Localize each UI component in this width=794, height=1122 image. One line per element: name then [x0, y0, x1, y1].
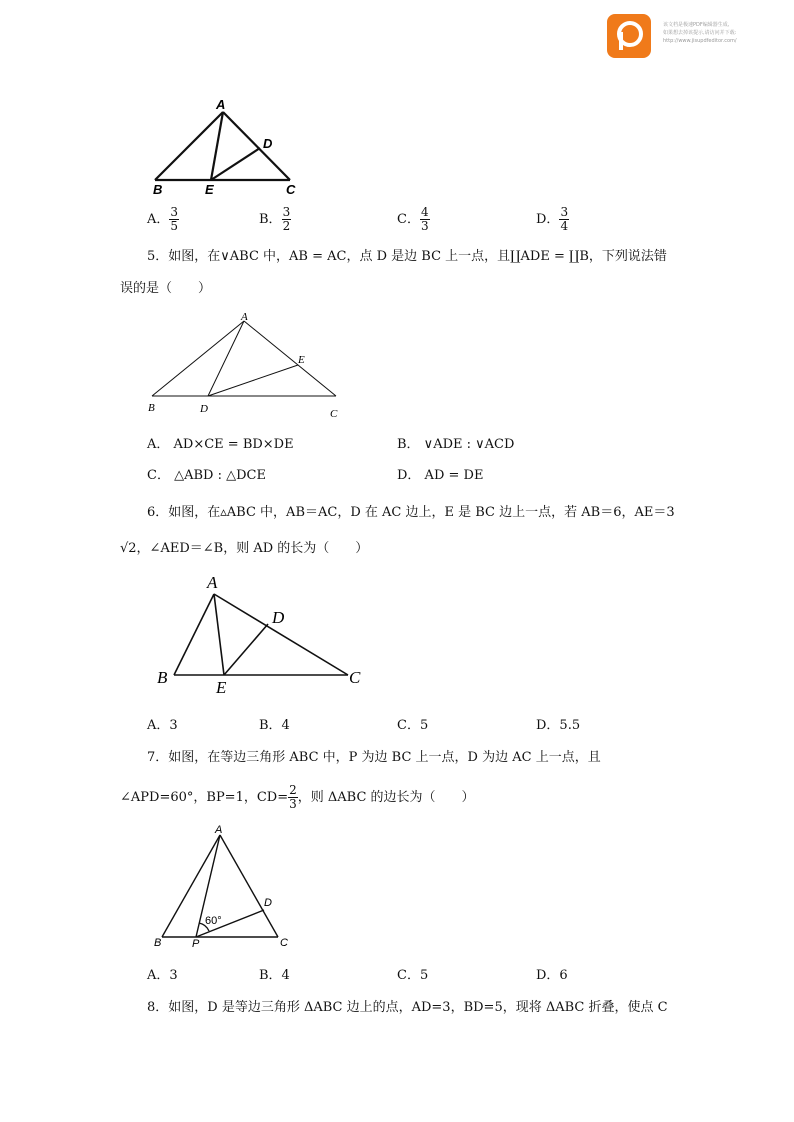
q7-label-A: A — [215, 824, 223, 836]
q7-option-b: B．4 — [259, 968, 290, 983]
watermark-line-3: http://www.jisupdfeditor.com/ — [663, 38, 737, 44]
q4-figure — [140, 95, 310, 200]
q7-angle-label: 60° — [205, 915, 222, 927]
q4-option-b: B． $\frac{3}{2}$ — [259, 205, 291, 233]
q7-question-line-1: 7．如图，在等边三角形 ABC 中，P 为边 BC 上一点，D 为边 AC 上一点，且 — [147, 750, 601, 765]
q6-option-d: D．5.5 — [536, 718, 581, 733]
pdf-editor-logo — [607, 14, 651, 58]
q5-option-d: D． AD = DE — [397, 468, 484, 483]
q4-label-B: B — [153, 182, 163, 197]
q7-given-text: ∠APD=60°，BP=1，CD= — [120, 790, 289, 805]
q7-option-a: A．3 — [147, 968, 178, 983]
q6-question-line-2: √2，∠AED＝∠B，则 AD 的长为（ ） — [120, 541, 369, 556]
q7-option-c: C．5 — [397, 968, 429, 983]
q6-question-line-1: 6．如图，在▵ABC 中，AB＝AC，D 在 AC 边上，E 是 BC 边上一点，若 AB＝6，AE＝3 — [147, 505, 675, 520]
q4-label-A: A — [216, 97, 226, 112]
q5-label-D: D — [200, 403, 208, 415]
q6-figure — [150, 568, 380, 700]
q7-label-D: D — [264, 897, 272, 909]
q4-label-D: D — [263, 136, 273, 151]
q5-option-a: A． AD×CE = BD×DE — [147, 437, 294, 452]
q5-label-A: A — [241, 311, 248, 323]
q4-option-a: A． $\frac{3}{5}$ — [147, 205, 179, 233]
q5-figure — [140, 310, 360, 425]
q7-option-d: D．6 — [536, 968, 568, 983]
q6-label-D: D — [272, 608, 285, 627]
q5-label-E: E — [298, 354, 305, 366]
q6-option-c: C．5 — [397, 718, 429, 733]
q5-question-line-2: 误的是（ ） — [120, 281, 212, 296]
watermark-line-2: 如果想去掉该提示,请访问并下载: — [663, 30, 737, 36]
q6-label-E: E — [216, 678, 227, 697]
q4-option-d: D． $\frac{3}{4}$ — [536, 205, 569, 233]
q4-label-C: C — [286, 182, 296, 197]
q4-option-c: C． $\frac{4}{3}$ — [397, 205, 429, 233]
q6-label-B: B — [157, 668, 168, 687]
q7-question-tail: ，则 ΔABC 的边长为（ ） — [297, 790, 475, 805]
q7-label-B: B — [154, 937, 162, 949]
q6-label-C: C — [349, 668, 361, 687]
q5-question-line-1: 5．如图，在∨ABC 中，AB = AC，点 D 是边 BC 上一点，且∐ADE = ∐B，下列说法错 — [147, 249, 667, 264]
q5-label-C: C — [330, 408, 338, 420]
q5-option-c: C． △ABD : △DCE — [147, 468, 266, 483]
q7-fraction: $\frac{2}{3}$ — [289, 783, 297, 811]
q7-question-line-2 — [120, 784, 475, 811]
q8-question-line-1: 8．如图，D 是等边三角形 ΔABC 边上的点，AD=3，BD=5，现将 ΔABC 折叠，使点 C — [147, 1000, 668, 1015]
q6-option-b: B．4 — [259, 718, 290, 733]
q5-option-b: B． ∨ADE : ∨ACD — [397, 437, 515, 452]
q5-label-B: B — [148, 402, 155, 414]
q7-label-C: C — [280, 937, 288, 949]
q7-label-P: P — [192, 938, 200, 950]
q7-figure — [150, 820, 300, 950]
q6-option-a: A．3 — [147, 718, 178, 733]
watermark-line-1: 该文档是极速PDF编辑器生成, — [663, 22, 730, 28]
q6-label-A: A — [207, 573, 218, 592]
logo-icon — [607, 14, 651, 58]
q4-label-E: E — [205, 182, 214, 197]
